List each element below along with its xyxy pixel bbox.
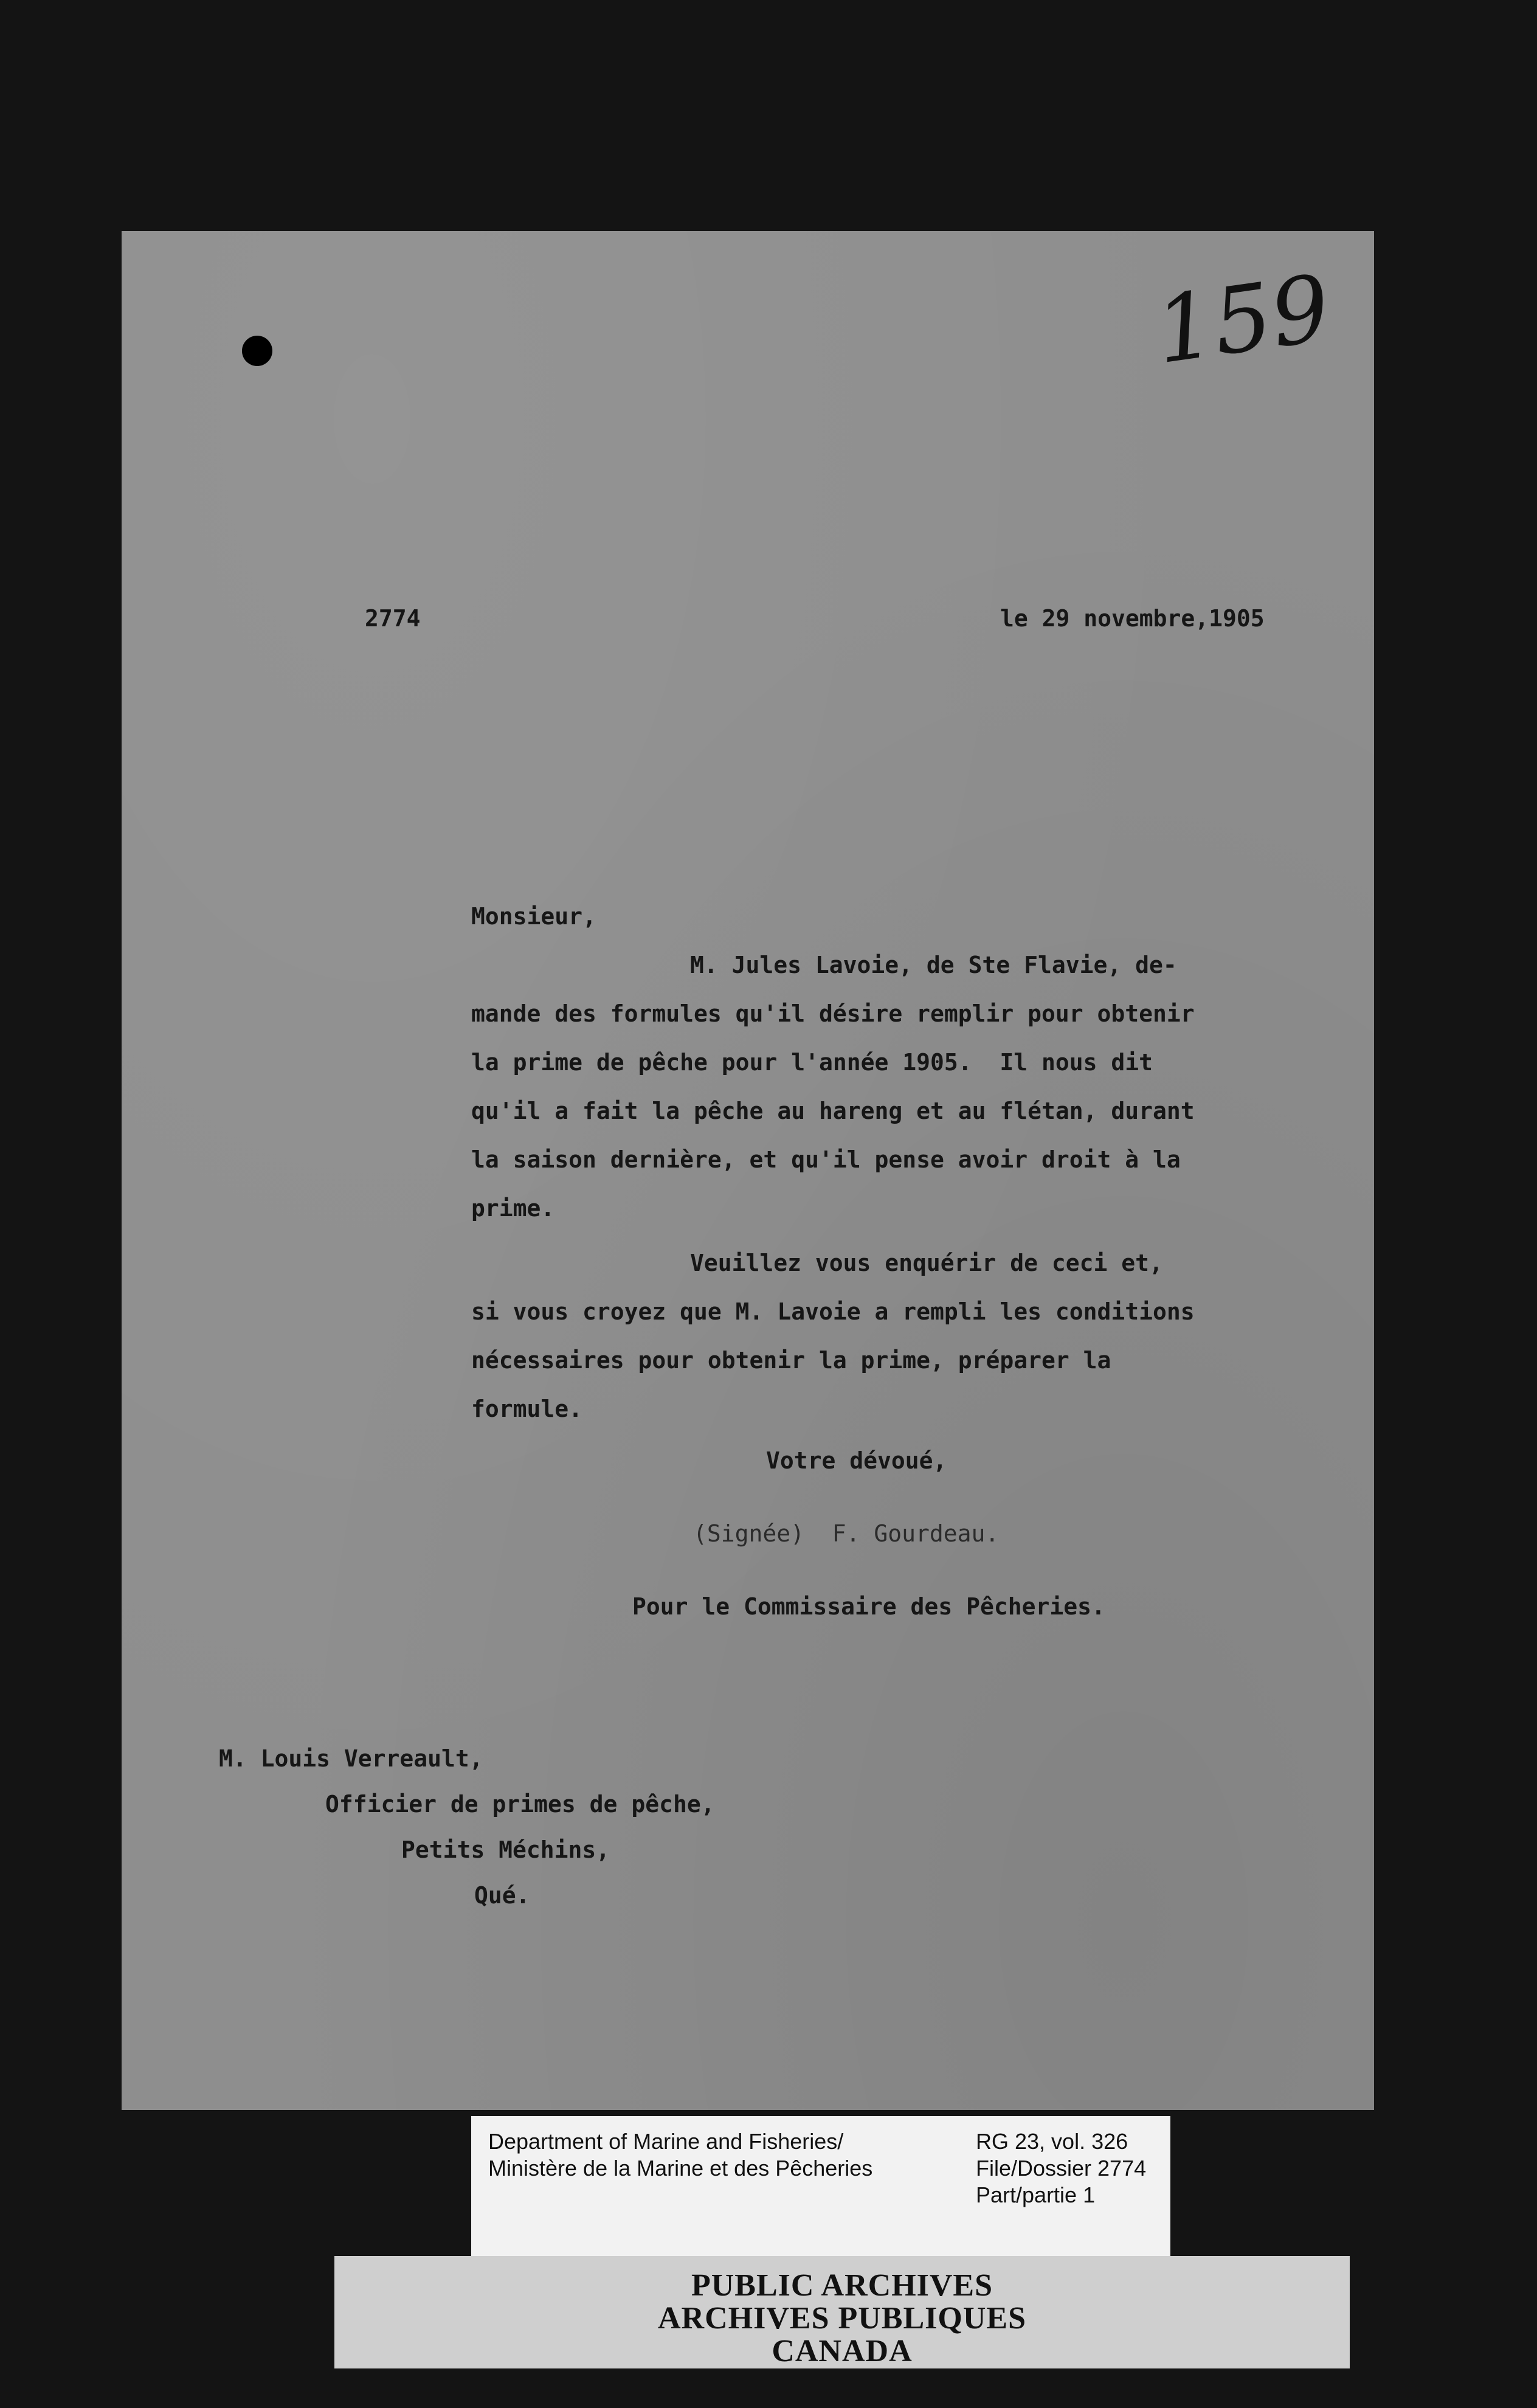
stamp-line-en: PUBLIC ARCHIVES — [691, 2268, 993, 2303]
file-dossier: File/Dossier 2774 — [976, 2156, 1147, 2181]
stamp-line-fr: ARCHIVES PUBLIQUES — [657, 2301, 1027, 2336]
archive-label-department — [488, 2128, 872, 2182]
archive-label-reference — [976, 2128, 1146, 2209]
signature-title: Pour le Commissaire des Pêcheries. — [632, 1593, 1105, 1620]
recipient-line: Officier de primes de pêche, — [325, 1791, 715, 1818]
body-line: nécessaires pour obtenir la prime, préparer la — [471, 1347, 1111, 1374]
archive-stamp — [334, 2256, 1350, 2368]
body-line: qu'il a fait la pêche au hareng et au flétan, durant — [471, 1098, 1195, 1124]
punch-hole — [242, 336, 272, 366]
recipient-line: Petits Méchins, — [401, 1836, 610, 1863]
body-line: formule. — [471, 1396, 583, 1422]
closing: Votre dévoué, — [766, 1447, 947, 1474]
department-fr: Ministère de la Marine et des Pêcheries — [488, 2156, 873, 2181]
recipient-line: M. Louis Verreault, — [219, 1745, 483, 1772]
signature: (Signée) F. Gourdeau. — [693, 1520, 1000, 1547]
file-number: 2774 — [365, 605, 421, 632]
body-line: prime. — [471, 1195, 555, 1222]
salutation: Monsieur, — [471, 903, 596, 930]
record-group: RG 23, vol. 326 — [976, 2129, 1128, 2154]
department-en: Department of Marine and Fisheries/ — [488, 2129, 844, 2154]
stamp-line-country: CANADA — [772, 2334, 913, 2368]
archive-label — [471, 2116, 1170, 2262]
body-line: mande des formules qu'il désire remplir pour obtenir — [471, 1000, 1195, 1027]
folio-number: 159 — [1149, 255, 1336, 385]
body-line: Veuillez vous enquérir de ceci et, — [690, 1250, 1163, 1276]
part-partie: Part/partie 1 — [976, 2182, 1096, 2207]
body-line: la prime de pêche pour l'année 1905. Il nous dit — [471, 1049, 1153, 1076]
body-line: si vous croyez que M. Lavoie a rempli les conditions — [471, 1298, 1195, 1325]
recipient-line: Qué. — [474, 1882, 530, 1909]
letter-date: le 29 novembre,1905 — [1000, 605, 1265, 632]
body-line: la saison dernière, et qu'il pense avoir droit à la — [471, 1146, 1181, 1173]
body-line: M. Jules Lavoie, de Ste Flavie, de- — [690, 952, 1177, 978]
